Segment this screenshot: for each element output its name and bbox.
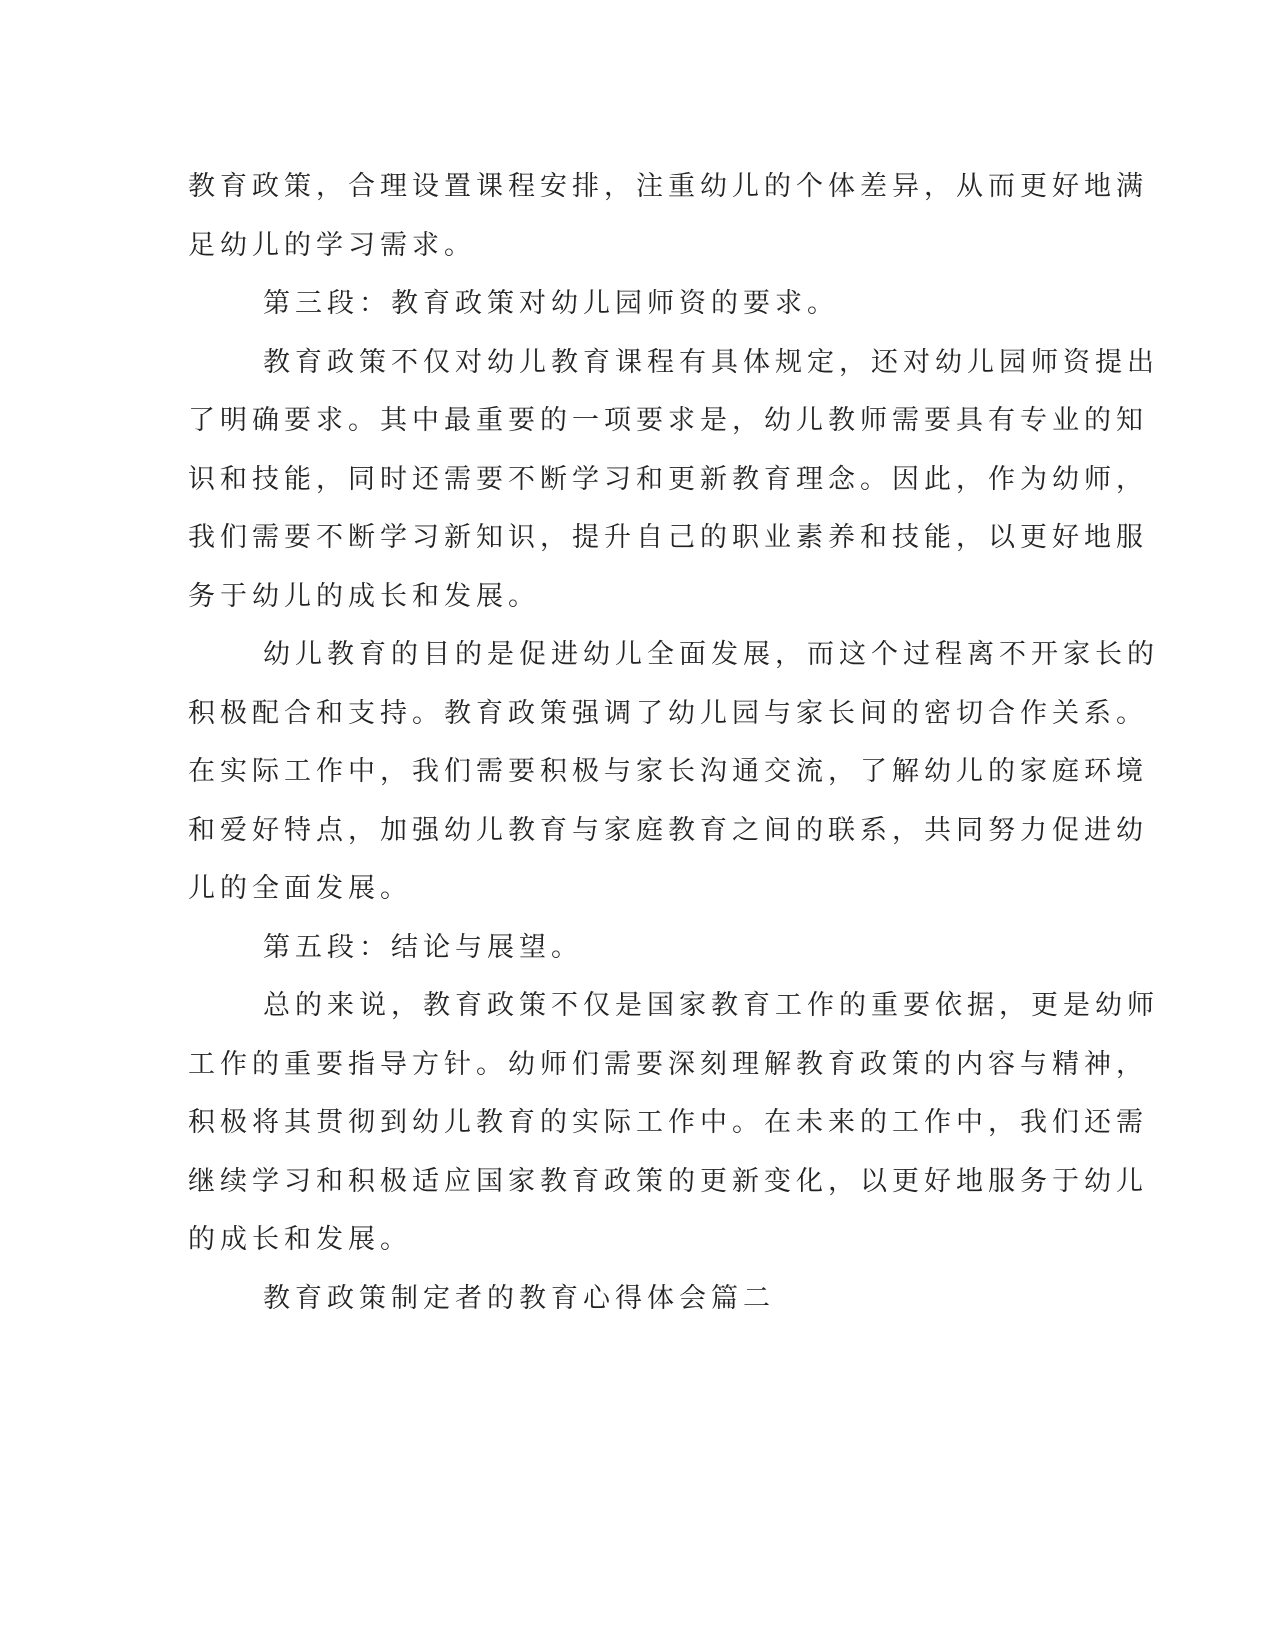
text-line: 儿的全面发展。 [188,873,412,904]
text-line: 积极配合和支持。教育政策强调了幼儿园与家长间的密切合作关系。 [188,697,1148,729]
article-title-part-2: 教育政策制定者的教育心得体会篇二 [263,1282,775,1314]
text-line: 积极将其贯彻到幼儿教育的实际工作中。在未来的工作中，我们还需 [188,1107,1148,1138]
text-line: 足幼儿的学习需求。 [188,229,476,261]
text-line: 继续学习和积极适应国家教育政策的更新变化，以更好地服务于幼儿 [188,1165,1148,1197]
text-line: 教育政策，合理设置课程安排，注重幼儿的个体差异，从而更好地满 [188,171,1148,202]
text-line: 幼儿教育的目的是促进幼儿全面发展，而这个过程离不开家长的 [263,639,1159,670]
text-line: 教育政策不仅对幼儿教育课程有具体规定，还对幼儿园师资提出 [263,346,1159,378]
text-line: 总的来说，教育政策不仅是国家教育工作的重要依据，更是幼师 [263,990,1159,1021]
document-body [188,158,1159,1328]
text-line: 和爱好特点，加强幼儿教育与家庭教育之间的联系，共同努力促进幼 [188,814,1148,846]
text-line: 在实际工作中，我们需要积极与家长沟通交流，了解幼儿的家庭环境 [188,756,1148,787]
text-line: 工作的重要指导方针。幼师们需要深刻理解教育政策的内容与精神， [188,1048,1148,1080]
text-line: 的成长和发展。 [188,1224,412,1255]
section-heading-5: 第五段：结论与展望。 [263,931,583,963]
text-line: 识和技能，同时还需要不断学习和更新教育理念。因此，作为幼师， [188,463,1148,495]
section-heading-3: 第三段：教育政策对幼儿园师资的要求。 [263,288,839,319]
text-line: 我们需要不断学习新知识，提升自己的职业素养和技能，以更好地服 [188,522,1148,553]
text-line: 务于幼儿的成长和发展。 [188,580,540,612]
text-line: 了明确要求。其中最重要的一项要求是，幼儿教师需要具有专业的知 [188,405,1148,436]
